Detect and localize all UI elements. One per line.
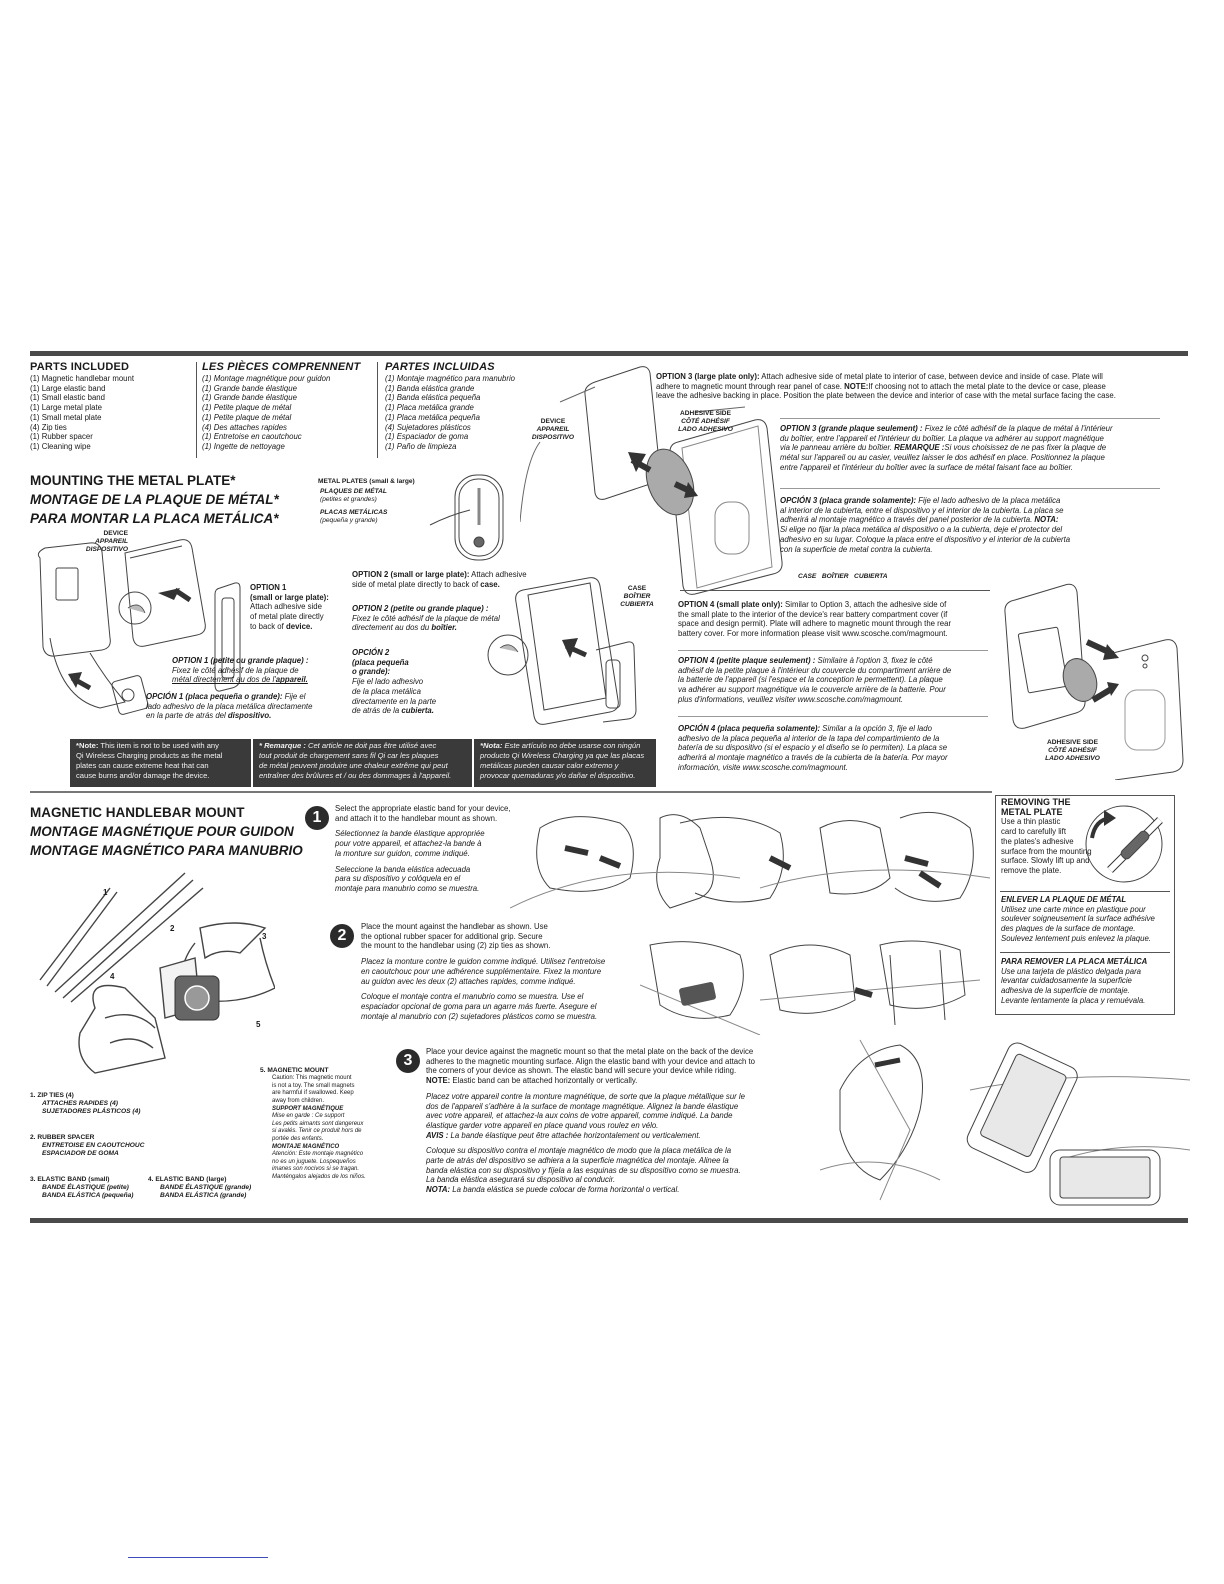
option1-en: OPTION 1 (small or large plate): Attach adhesive side of metal plate directly to back of device. xyxy=(250,583,329,631)
step2-badge: 2 xyxy=(330,924,354,948)
list-item: (1) Petite plaque de métal xyxy=(202,412,292,422)
callout-5: 5 xyxy=(256,1020,261,1029)
option3-fr: OPTION 3 (grande plaque seulement) : Fixez le côté adhésif de la plaque de métal à l'intérieur du boîtier, entre l'appareil et l'intérieur du boîtier. La plaque va adhérer au support magnétique via le panneau arrière du boîtier. REMARQUE :Si vous choisissez de ne pas fixer la plaque de métal sur l'appareil ou au casier, veuillez laisser le dos adhésif en place. Positionnez la plaque entre l'appareil et l'intérieur du boîtier avec la surface de métal faisant face au boîtier. xyxy=(780,424,1113,472)
option4-fr: OPTION 4 (petite plaque seulement) : Similaire à l'option 3, fixez le côté adhésif de la petite plaque à l'intérieur du couvercle du compartiment arrière de la batterie de l'appareil (si l'espace et la conception le permettent). La plaque va adhérer au support magnétique via le couvercle arrière de la batterie. Pour plus d'informations, veuillez visiter www.scosche.com/magmount. xyxy=(678,656,952,704)
mount-parts-icon xyxy=(35,868,275,1078)
list-item: (1) Placa metálica pequeña xyxy=(385,412,480,422)
adhesive-label-option4: ADHESIVE SIDE CÔTÉ ADHÉSIF LADO ADHESIVO xyxy=(1045,739,1100,763)
note-fr: * Remarque : Cet article ne doit pas être utilisé avec tout produit de chargement sans fil Qi car les plaques de métal peuvent produire une chaleur extrême qui peut entraîner des brûlures et / ou des dommages à l'appareil. xyxy=(253,739,472,787)
removing-fr: ENLEVER LA PLAQUE DE MÉTAL Utilisez une carte mince en plastique pour soulever soigneusement la surface adhésive des plaques de la surface de montage. Soulevez lentement puis enlevez la plaque. xyxy=(1001,895,1155,943)
divider xyxy=(780,488,1160,489)
list-item: (1) Grande bande élastique xyxy=(202,383,297,393)
metal-plate-icon xyxy=(400,470,510,565)
divider xyxy=(196,362,197,458)
list-item: (1) Banda elástica pequeña xyxy=(385,393,481,403)
step1-illustration xyxy=(510,798,990,918)
list-item: (1) Magnetic handlebar mount xyxy=(30,374,135,383)
divider xyxy=(780,418,1160,419)
parts-list-fr xyxy=(202,374,372,452)
list-item: (1) Montaje magnético para manubrio xyxy=(385,374,516,383)
mounting-title-es: PARA MONTAR LA PLACA METÁLICA* xyxy=(30,511,279,526)
divider xyxy=(1000,891,1170,892)
option2-fr: OPTION 2 (petite ou grande plaque) : Fixez le côté adhésif de la plaque de métal directement au dos du boîtier. xyxy=(352,604,500,633)
divider xyxy=(680,590,990,591)
list-item: (1) Paño de limpieza xyxy=(385,441,457,451)
step2-text: Place the mount against the handlebar as shown. Use the optional rubber spacer for additional grip. Secure the mount to the handlebar using (2) zip ties as shown. Placez la monture contre le guidon comme indiqué. Utilisez l'entretoise en caoutchouc pour une adhérence supplémentaire. Fixez la monture au guidon avec les deux (2) attaches rapides, comme indiqué. Coloque el montaje contra el manubrio como se muestra. Use el espaciador opcional de goma para un agarre más fuerte. Asegure el montaje al manubrio con (2) sujetadores plásticos como se muestra. xyxy=(361,922,606,1021)
case-labels-option2: CASE BOÎTIER CUBIERTA xyxy=(620,585,654,609)
list-item: (1) Entretoise en caoutchouc xyxy=(202,432,302,442)
parts-title-en: PARTS INCLUDED xyxy=(30,361,130,373)
list-item: (1) Espaciador de goma xyxy=(385,432,469,442)
legend-1: 1. ZIP TIES (4) ATTACHES RAPIDES (4) SUJETADORES PLÁSTICOS (4) xyxy=(30,1092,141,1116)
callout-4: 4 xyxy=(110,972,115,981)
removing-es: PARA REMOVER LA PLACA METÁLICA Use una tarjeta de plástico delgada para levantar cuidadosamente la superficie adhesiva de la superficie de montaje. Levante lentamente la placa y remuévala. xyxy=(1001,957,1148,1005)
option1-es: OPCIÓN 1 (placa pequeña o grande): Fije el lado adhesivo de la placa metálica directamente en la parte de atrás del dispositivo. xyxy=(146,692,313,721)
list-item: (1) Small metal plate xyxy=(30,412,102,422)
step1-text: Select the appropriate elastic band for your device, and attach it to the handlebar mount as shown. Sélectionnez la bande élastique appropriée pour votre appareil, et attachez-la bande à la monture sur guidon, comme indiqué. Seleccione la banda elástica adecuada para su dispositivo y colóquela en el montaje para manubrio como se muestra. xyxy=(335,804,511,893)
plastic-card-icon xyxy=(1080,800,1172,890)
list-item: (1) Small elastic band xyxy=(30,393,105,403)
handlebar-title-en: MAGNETIC HANDLEBAR MOUNT xyxy=(30,805,245,820)
list-item: (1) Grande bande élastique xyxy=(202,393,297,403)
handlebar-titles xyxy=(30,803,330,860)
parts-title-es: PARTES INCLUIDAS xyxy=(385,361,495,373)
option4-en: OPTION 4 (small plate only): Similar to Option 3, attach the adhesive side of the small plate to the interior of the device's rear battery compartment cover (if space and design permit). Plate will adhere to magnetic mount through the rear battery cover. For more information please visit www.scosche.com/magmount. xyxy=(678,600,952,639)
list-item: (4) Zip ties xyxy=(30,422,67,432)
handlebar-zip-tie-icon xyxy=(640,925,990,1035)
footer-line xyxy=(128,1557,268,1558)
device-label-option3: DEVICE APPAREIL DISPOSITIVO xyxy=(531,418,575,442)
legend-4: 4. ELASTIC BAND (large) BANDE ÉLASTIQUE (grande) BANDA ELÁSTICA (grande) xyxy=(148,1176,252,1200)
step3-text: Place your device against the magnetic mount so that the metal plate on the back of the device adheres to the magnetic mounting surface. Align the elastic band with your device and attach to the corners of your device as shown. The elastic band will secure your device while riding. NOTE: Elastic band can be attached horizontally or vertically. Placez votre appareil contre la monture magnétique, de sorte que la plaque métallique sur le dos de l'appareil s'adhère à la surface de montage magnétique. Alignez la bande élastique avec votre appareil, et attachez-la aux coins de votre appareil, comme indiqué. La bande élastique garder votre appareil en place quand vous roulez en vélo. AVIS : La bande élastique peut être attachée horizontalement ou verticalement. Coloque su dispositivo contra el montaje magnético de modo que la placa metálica de la parte de atrás del dispositivo se adhiera a la superficie magnética del montaje. Alinee la banda elástica con su dispositivo y fíjela a las esquinas de su dispositivo como se muestra. La banda elástica asegurará su dispositivo al conducir. NOTA: La banda elástica se puede colocar de forma horizontal o vertical. xyxy=(426,1047,755,1195)
callout-3: 3 xyxy=(262,932,267,941)
device-label-option1: DEVICE APPAREIL DISPOSITIVO xyxy=(85,530,128,554)
option2-en: OPTION 2 (small or large plate): Attach adhesive side of metal plate directly to back of case. xyxy=(352,570,527,589)
list-item: (1) Placa metálica grande xyxy=(385,403,474,413)
list-item: (1) Rubber spacer xyxy=(30,432,93,442)
legend-3: 3. ELASTIC BAND (small) BANDE ÉLASTIQUE (petite) BANDA ELÁSTICA (pequeña) xyxy=(30,1176,134,1200)
bottom-rule xyxy=(30,1218,1188,1223)
step3-badge: 3 xyxy=(396,1049,420,1073)
legend-2: 2. RUBBER SPACER ENTRETOISE EN CAOUTCHOUC ESPACIADOR DE GOMA xyxy=(30,1134,145,1158)
list-item: (1) Large elastic band xyxy=(30,383,106,393)
list-item: (4) Sujetadores plásticos xyxy=(385,422,471,432)
list-item: (1) Montage magnétique pour guidon xyxy=(202,374,331,383)
callout-1: 1 xyxy=(103,888,108,897)
divider xyxy=(1000,952,1170,953)
step3-illustration xyxy=(820,1030,1190,1215)
removing-illustration xyxy=(1080,800,1172,890)
option3-en: OPTION 3 (large plate only): Attach adhesive side of metal plate to interior of case, between device and inside of case. Plate will adhere to magnetic mount through rear panel of case. NOTE:If choosing not to attach the metal plate to the device or case, please leave the adhesive backing in place. Position the plate between the device and interior of case with the metal surface facing the case. xyxy=(656,372,1116,401)
case-labels-option3: CASE BOÎTIER CUBIERTA xyxy=(798,573,888,580)
divider xyxy=(678,716,988,717)
note-es: *Nota: Este artículo no debe usarse con ningún producto Qi Wireless Charging ya que las placas metálicas pueden causar calor extremo y provocar quemaduras y/o dañar el dispositivo. xyxy=(474,739,656,787)
list-item: (1) Cleaning wipe xyxy=(30,441,91,451)
divider xyxy=(678,650,988,651)
divider xyxy=(377,362,378,458)
metal-plates-label: METAL PLATES (small & large) PLAQUES DE MÉTAL (petites et grandes) PLACAS METÁLICAS (pequeña y grande) xyxy=(318,478,415,524)
list-item: (1) Ingette de nettoyage xyxy=(202,441,285,451)
handlebar-parts-illustration xyxy=(35,868,275,1078)
handlebar-title-es: MONTAGE MAGNÉTICO PARA MANUBRIO xyxy=(30,843,303,858)
step1-badge: 1 xyxy=(305,806,329,830)
note-en: *Note: This item is not to be used with any Qi Wireless Charging products as the metal plates can cause extreme heat that can cause burns and/or damage the device. xyxy=(70,739,251,787)
parts-title-fr: LES PIÈCES COMPRENNENT xyxy=(202,361,361,373)
parts-included-en xyxy=(30,361,195,452)
option2-es: OPCIÓN 2 (placa pequeña o grande): Fije el lado adhesivo de la placa metálica directamente en la parte de atrás de la cubierta. xyxy=(352,648,437,716)
option1-fr: OPTION 1 (petite ou grande plaque) : Fixez le côté adhésif de la plaque de métal directement au dos de l'appareil. xyxy=(172,656,309,685)
option3-es: OPCIÓN 3 (placa grande solamente): Fije el lado adhesivo de la placa metálica al interior de la cubierta, entre el dispositivo y el interior de la cubierta. La placa se adherirá al montaje magnético a través del panel posterior de la cubierta. NOTA: Si elige no fijar la placa metálica al dispositivo o a la cubierta, deje el protector del adhesivo en su lugar. Coloque la placa entre el dispositivo y el interior de la cubierta con la superficie de metal contra la cubierta. xyxy=(780,496,1071,554)
list-item: (4) Des attaches rapides xyxy=(202,422,287,432)
list-item: (1) Petite plaque de métal xyxy=(202,403,292,413)
step2-illustration xyxy=(640,925,990,1035)
metal-plates-illustration xyxy=(400,470,510,565)
callout-2: 2 xyxy=(170,924,175,933)
middle-divider xyxy=(30,791,992,793)
top-rule xyxy=(30,351,1188,356)
mounting-title-en: MOUNTING THE METAL PLATE* xyxy=(30,473,236,488)
adhesive-label-option3: ADHESIVE SIDE CÔTÉ ADHÉSIF LADO ADHESIVO xyxy=(678,410,733,434)
mounting-titles xyxy=(30,471,330,528)
device-mounted-icon xyxy=(820,1030,1190,1215)
parts-included-fr xyxy=(202,361,372,452)
handlebar-title-fr: MONTAGE MAGNÉTIQUE POUR GUIDON xyxy=(30,824,294,839)
list-item: (1) Banda elástica grande xyxy=(385,383,475,393)
option4-es: OPCIÓN 4 (placa pequeña solamente): Similar a la opción 3, fije el lado adhesivo de la placa pequeña al interior de la tapa del compartimiento de la batería de su dispositivo (si el espacio y el diseño se lo permiten). La placa se adherirá al montaje magnético a través de la cubierta de la batería. Por mayor información, visite www.scosche.com/magmount. xyxy=(678,724,948,772)
mounting-title-fr: MONTAGE DE LA PLAQUE DE MÉTAL* xyxy=(30,492,279,507)
list-item: (1) Large metal plate xyxy=(30,403,102,413)
elastic-band-step-icon xyxy=(510,798,990,918)
legend-5: 5. MAGNETIC MOUNT Caution: This magnetic mount is not a toy. The small magnets are harmful if swallowed. Keep away from children. SUPPORT MAGNÉTIQUE Mise en garde : Ce support Les petits aimants sont dangereux si avalés. Tenir ce produit hors de portée des enfants. MONTAJE MAGNÉTICO Atención: Este montaje magnético no es un juguete. Lospequeños imanes son nocivos si se tragan. Manténgalos alejados de los niños. xyxy=(260,1067,366,1180)
removing-en: REMOVING THE METAL PLATE Use a thin plastic card to carefully lift the plates's adhesive surface from the mounting surface. Slowly lift up and remove the plate. xyxy=(1001,797,1092,875)
parts-list-en xyxy=(30,374,195,452)
